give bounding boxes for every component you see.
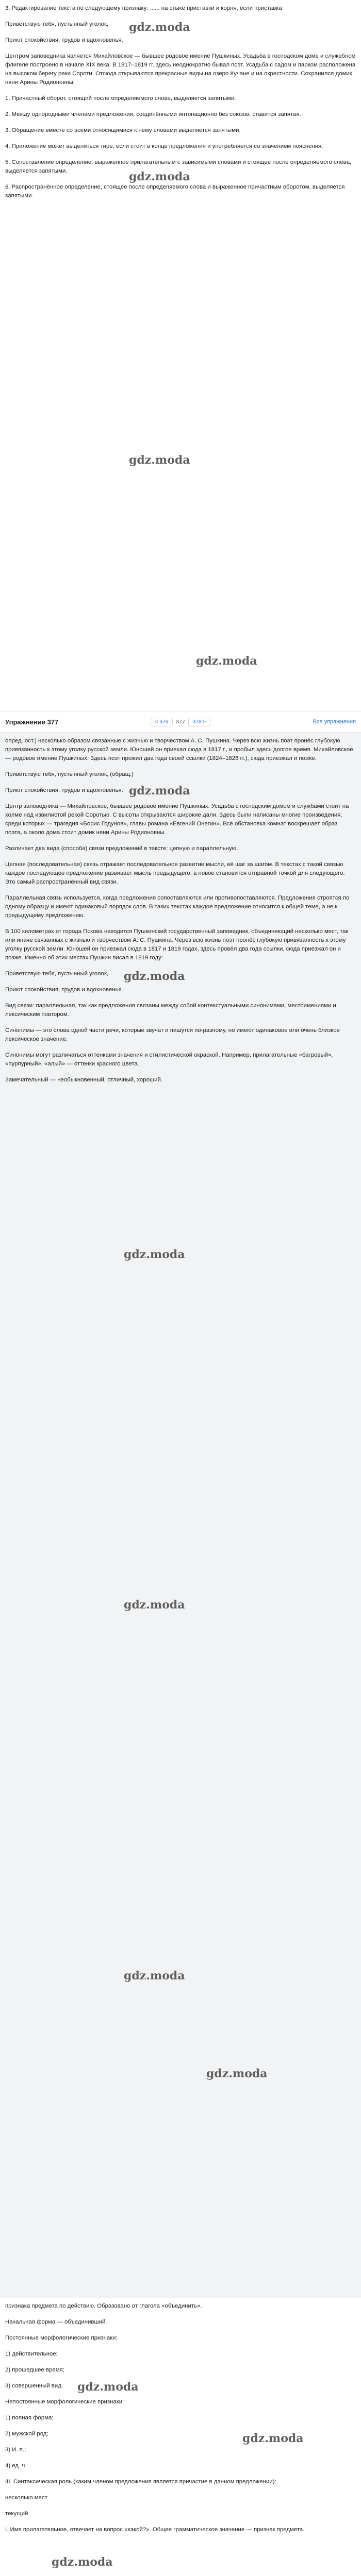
watermark: gdz.moda (124, 1969, 185, 1982)
paragraph: опред. ост.) несколько образом связанные с жизнью и творчеством А. С. Пушкина. Через всю жизнь поэт пронёс глубокую привязанность к этому уголку русской земли. Юношей он приехал сюда в 1817 г., и пробыл здесь долгое время. Михайловское — родовое имение Пушкиных. Здесь поэт прожил два года своей ссылки (1824–1826 гг.), сюда приезжал и позже. (5, 738, 353, 761)
paragraph: 2) прошедшее время; (5, 2367, 64, 2373)
paragraph: I. Имя прилагательное, отвечает на вопрос «какой?». Общее грамматическое значение — признак предмета. (5, 2527, 305, 2533)
paragraph: Замечательный — необыкновенный, отличный, хороший. (5, 1077, 162, 1083)
exercise-title: Упражнение 377 (5, 718, 59, 726)
exercise-nav-bar (0, 711, 361, 733)
next-exercise-button[interactable]: 378 > (188, 718, 210, 726)
paragraph: Приветствую тебя, пустынный уголок, (5, 21, 109, 27)
paragraph: 1) полная форма; (5, 2415, 54, 2421)
paragraph: 2) мужской род; (5, 2431, 48, 2437)
paragraph: Синонимы могут различаться оттенками значения и стилистической окраской. Например, прилагательные «багровый», «пурпурный», «алый» — оттенки красного цвета. (5, 1052, 333, 1067)
paragraph: Постоянные морфологические признаки: (5, 2335, 118, 2341)
watermark: gdz.moda (124, 970, 185, 983)
toolbar-1 (0, 711, 361, 733)
section-1 (0, 0, 361, 711)
paragraph: 3. Редактирование текста по следующему признаку: ...... на стыке приставки и корня, если приставка (5, 5, 282, 11)
all-exercises-link[interactable]: Все упражнения (313, 719, 356, 725)
paragraph: Приют спокойствия, трудов и вдохновенья. (5, 787, 123, 793)
watermark: gdz.moda (124, 1248, 185, 1261)
paragraph: Параллельная связь используется, когда предложения сопоставляются или противопоставляются. Предложения строятся по одному образцу и имеют одинаковый порядок слов. В таких текстах каждое предложение относится к общей теме, а не к предыдущему предложению. (5, 895, 350, 919)
paragraph: 6. Распространённое определение, стоящее после определяемого слова и выраженное причастным оборотом, выделяется запятыми. (5, 184, 345, 199)
pager (93, 718, 268, 726)
paragraph: несколько мест (5, 2495, 47, 2501)
paragraph: Цепная (последовательная) связь отражает последовательное развитие мысли, её шаг за шагом. В текстах с такой связью каждое последующее предложение развивает мысль предыдущего, а новое становится отправной точкой для следующего. Это самый распространённый вид связи. (5, 861, 345, 885)
paragraph: Центром заповедника является Михайловское — бывшее родовое имение Пушкиных. Усадьба в господском доме и служебном флигеле построено в начале XIX века. В 1817–1819 гг. здесь неоднократно бывал поэт. Усадьба с садом и парком расположена на высоком берегу реки Сороти. Отсюда открываются прекрасные виды на озеро Кучане и на окрестности. Сохранился домик няни Арины Родионовны. (5, 53, 356, 86)
prev-exercise-button[interactable]: < 376 (151, 718, 173, 726)
watermark: gdz.moda (77, 2380, 139, 2394)
watermark: gdz.moda (196, 654, 257, 668)
paragraph: Приветствую тебя, пустынный уголок, (обращ.) (5, 771, 134, 777)
paragraph: 1) действительное; (5, 2351, 58, 2357)
paragraph: Непостоянные морфологические признаки: (5, 2399, 124, 2405)
paragraph: 3) совершенный вид. (5, 2383, 63, 2389)
current-exercise-number: 377 (176, 719, 185, 725)
paragraph: 2. Между однородными членами предложения, соединёнными интонационно без союзов, ставится запятая. (5, 111, 301, 117)
paragraph: III. Синтаксическая роль (каким членом предложения является причастие в данном предложении): (5, 2479, 276, 2485)
paragraph: Различает два вида (способа) связи предложений в тексте: цепную и параллельную. (5, 845, 238, 852)
watermark: gdz.moda (129, 784, 190, 798)
paragraph: Вид связи: параллельная, так как предложения связаны между собой контекстуальными синонимами, местоимениями и лексическим повтором. (5, 1003, 336, 1018)
paragraph: 5. Сопоставление определение, выраженное прилагательным с зависимыми словами и стоящее после определяемого слова, выделяется запятыми. (5, 159, 352, 174)
paragraph: 4. Приложение может выделяться тире, если стоит в конце предложения и употребляется со значением пояснения. (5, 143, 323, 149)
paragraph: Синонимы — это слова одной части речи, которые звучат и пишутся по-разному, но имеют одинаковое или очень близкое лексическое значение. (5, 1027, 340, 1042)
paragraph: текущий (5, 2511, 28, 2517)
watermark: gdz.moda (129, 170, 190, 183)
watermark: gdz.moda (129, 453, 190, 467)
paragraph: Приют спокойствия, трудов и вдохновенья. (5, 37, 123, 43)
watermark: gdz.moda (52, 2555, 113, 2569)
paragraph: 1. Причастный оборот, стоящий после определяемого слова, выделяется запятыми. (5, 95, 236, 101)
section-2 (0, 733, 361, 2298)
watermark: gdz.moda (206, 2067, 268, 2080)
section-3-content (0, 2298, 361, 2545)
paragraph: Приют спокойствия, трудов и вдохновенья. (5, 987, 123, 993)
paragraph: В 100 километрах от города Пскова находится Пушкинский государственный заповедник, объединяющий несколько мест, так или иначе связанных с жизнью и творчеством А. С. Пушкина. Через всю жизнь поэт пронёс глубокую привязанность к этому уголку русской земли. Юношей он приезжал сюда в 1817 и 1819 годах, здесь провёл два года ссылки, сюда приезжал он и позже. Именно об этих местах Пушкин писал в 1819 году: (5, 928, 349, 961)
section-3 (0, 2298, 361, 2576)
paragraph: 4) ед. ч. (5, 2463, 27, 2469)
paragraph: Центр заповедника — Михайловское, бывшее родовое имение Пушкиных. Усадьба с господским домом и службами стоит на холме над извилистой рекой Соротью. С высоты открываются широкие дали. Здесь были написаны многие произведения, среди которых — трагедия «Борис Годунов», главы романа «Евгений Онегин». Всё обстановка комнат воскрешает образ поэта, а около дома стоит домик няни Арины Родионовны. (5, 803, 349, 836)
paragraph: 3) И. п.; (5, 2447, 26, 2453)
paragraph: 3. Обращение вместе со всеми относящимися к нему словами выделяется запятыми. (5, 127, 241, 133)
watermark: gdz.moda (242, 2432, 304, 2445)
watermark: gdz.moda (124, 1598, 185, 1612)
paragraph: Приветствую тебя, пустынный уголок, (5, 971, 109, 977)
watermark: gdz.moda (129, 21, 190, 34)
paragraph: Начальная форма — объединивший. (5, 2319, 107, 2325)
paragraph: признака предмета по действию. Образовано от глагола «объединить». (5, 2303, 202, 2309)
